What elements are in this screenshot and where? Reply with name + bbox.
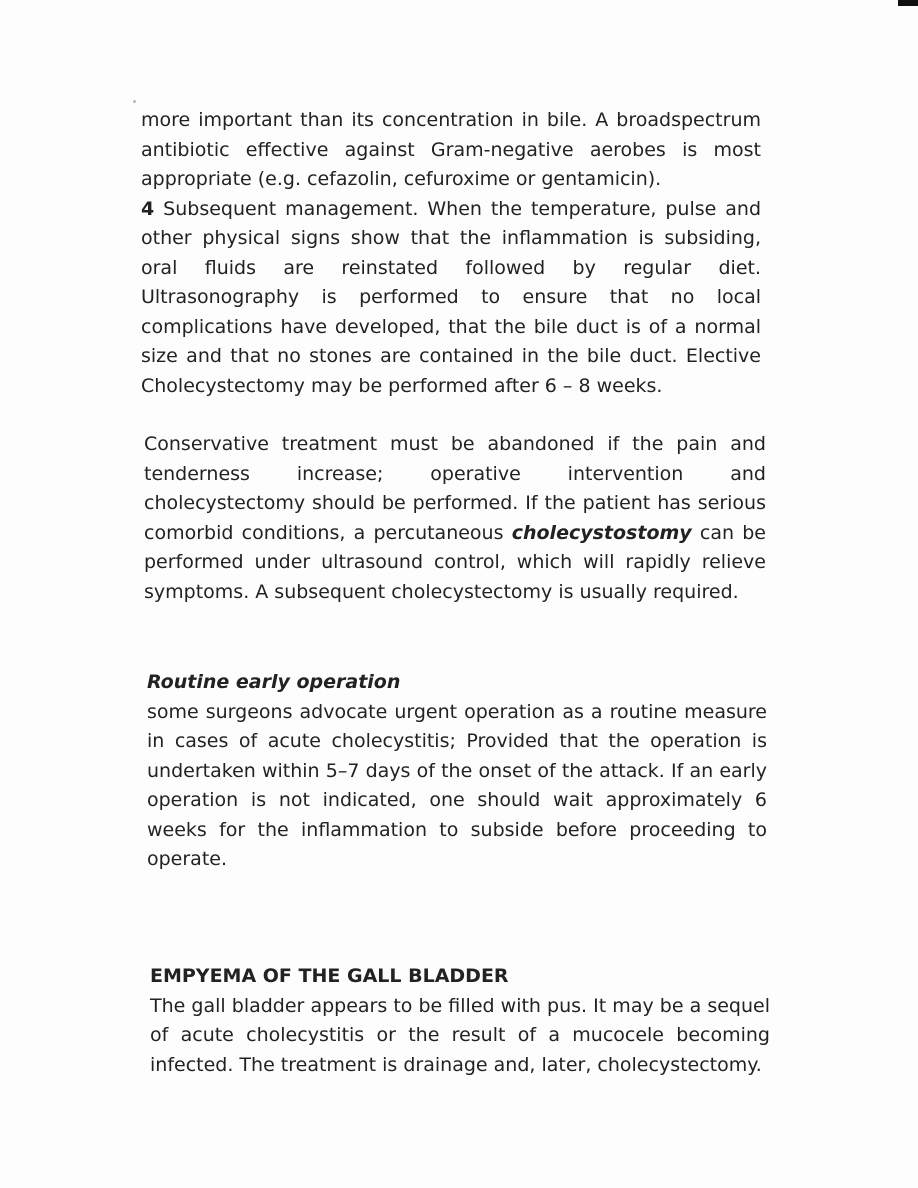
list-number: 4 [141,197,155,220]
conservative-text-start: Conservative treatment must be abandoned if the pain and tenderness increase; operative intervention and cholecystectomy should be performed. If the patient has serious comorbid conditions, a percutaneous [144,433,766,544]
conservative-treatment-section [144,430,766,607]
antibiotic-paragraph: more important than its concentration in bile. A broadspectrum antibiotic effective against Gram-negative aerobes is most appropriate (e.g. cefazolin, cefuroxime or gentamicin). [141,109,761,190]
routine-early-operation-section [147,668,767,875]
subsequent-management-paragraph [141,195,761,402]
cholecystostomy-emphasis: cholecystostomy [511,521,692,544]
conservative-treatment-paragraph [144,430,766,607]
antibiotic-and-management-section [141,106,761,401]
empyema-heading: EMPYEMA OF THE GALL BLADDER [150,965,509,987]
routine-early-operation-body: some surgeons advocate urgent operation as a routine measure in cases of acute cholecystitis; Provided that the operation is undertaken within 5–7 days of the onset of the attack. If an early operation is not indicated, one should wait approximately 6 weeks for the inflammation to subside before proceeding to operate. [147,700,767,870]
scan-corner-mark [898,0,918,6]
subsequent-management-text: Subsequent management. When the temperature, pulse and other physical signs show that the inflammation is subsiding, oral fluids are reinstated followed by regular diet. Ultrasonography is performed to ensure that no local complications have developed, that the bile duct is of a normal size and that no stones are contained in the bile duct. Elective Cholecystectomy may be performed after 6 – 8 weeks. [141,197,762,397]
routine-early-operation-heading: Routine early operation [147,671,401,693]
scan-speck [133,100,136,103]
conservative-text-end: can be performed under ultrasound control, which will rapidly relieve symptoms. A subsequent cholecystectomy is usually required. [144,521,766,603]
empyema-body: The gall bladder appears to be filled with pus. It may be a sequel of acute cholecystitis or the result of a mucocele becoming infected. The treatment is drainage and, later, cholecystectomy. [150,994,770,1076]
empyema-section [150,962,770,1080]
